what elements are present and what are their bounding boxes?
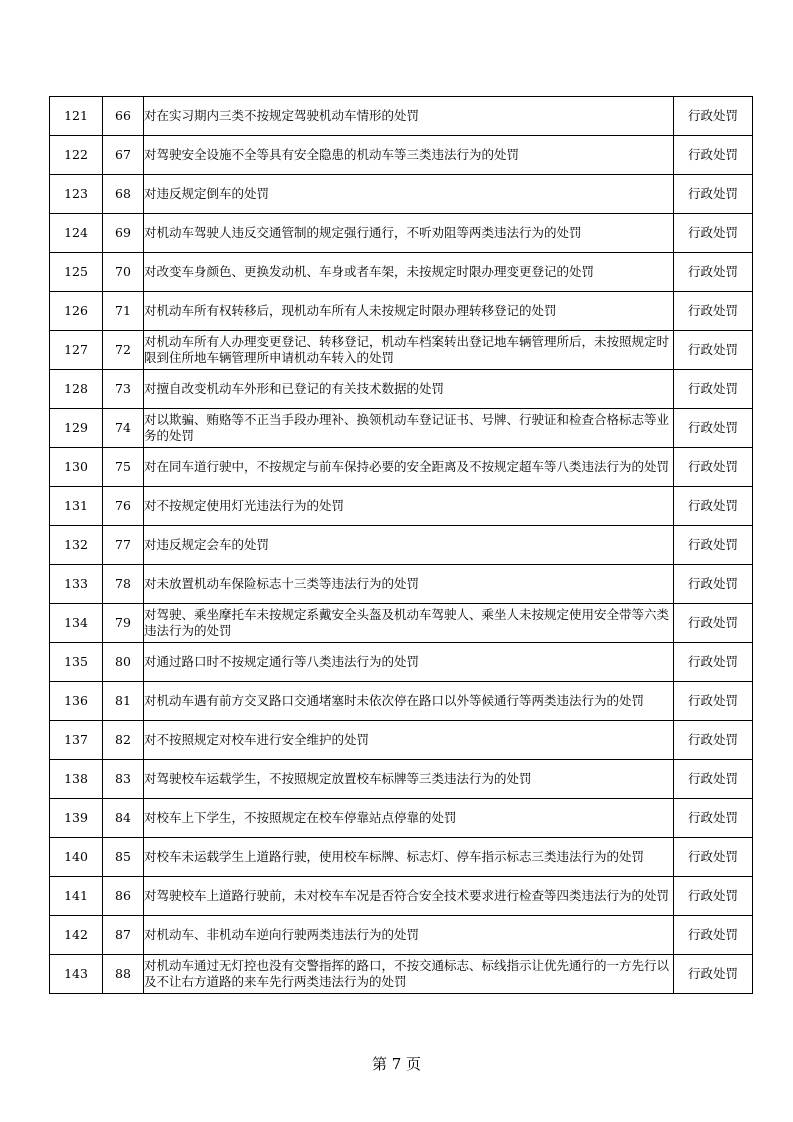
item-type-cell: 行政处罚	[674, 331, 753, 370]
item-name-cell: 对驾驶安全设施不全等具有安全隐患的机动车等三类违法行为的处罚	[144, 136, 674, 175]
item-name-cell: 对校车上下学生，不按照规定在校车停靠站点停靠的处罚	[144, 799, 674, 838]
item-name-cell: 对驾驶、乘坐摩托车未按规定系戴安全头盔及机动车驾驶人、乘坐人未按规定使用安全带等六类违法行为的处罚	[144, 604, 674, 643]
row-index-cell: 135	[50, 643, 103, 682]
table-row	[50, 253, 753, 292]
item-name-cell: 对驾驶校车上道路行驶前，未对校车车况是否符合安全技术要求进行检查等四类违法行为的处罚	[144, 877, 674, 916]
items-table	[49, 96, 753, 994]
table-row	[50, 838, 753, 877]
table-row	[50, 565, 753, 604]
items-table-body	[50, 97, 753, 994]
row-index-cell: 137	[50, 721, 103, 760]
item-number-cell: 74	[103, 409, 144, 448]
item-number-cell: 73	[103, 370, 144, 409]
table-row	[50, 526, 753, 565]
table-row	[50, 877, 753, 916]
table-row	[50, 760, 753, 799]
table-row	[50, 604, 753, 643]
item-type-cell: 行政处罚	[674, 292, 753, 331]
item-number-cell: 86	[103, 877, 144, 916]
item-type-cell: 行政处罚	[674, 721, 753, 760]
item-name-cell: 对校车未运载学生上道路行驶，使用校车标牌、标志灯、停车指示标志三类违法行为的处罚	[144, 838, 674, 877]
table-row	[50, 175, 753, 214]
item-number-cell: 84	[103, 799, 144, 838]
item-type-cell: 行政处罚	[674, 760, 753, 799]
row-index-cell: 138	[50, 760, 103, 799]
item-name-cell: 对不按规定使用灯光违法行为的处罚	[144, 487, 674, 526]
item-type-cell: 行政处罚	[674, 409, 753, 448]
table-row	[50, 136, 753, 175]
item-type-cell: 行政处罚	[674, 916, 753, 955]
item-name-cell: 对通过路口时不按规定通行等八类违法行为的处罚	[144, 643, 674, 682]
item-number-cell: 80	[103, 643, 144, 682]
item-number-cell: 71	[103, 292, 144, 331]
item-type-cell: 行政处罚	[674, 682, 753, 721]
row-index-cell: 140	[50, 838, 103, 877]
row-index-cell: 124	[50, 214, 103, 253]
item-type-cell: 行政处罚	[674, 955, 753, 994]
item-name-cell: 对改变车身颜色、更换发动机、车身或者车架，未按规定时限办理变更登记的处罚	[144, 253, 674, 292]
row-index-cell: 130	[50, 448, 103, 487]
item-type-cell: 行政处罚	[674, 253, 753, 292]
row-index-cell: 141	[50, 877, 103, 916]
item-number-cell: 77	[103, 526, 144, 565]
item-type-cell: 行政处罚	[674, 214, 753, 253]
item-number-cell: 70	[103, 253, 144, 292]
item-number-cell: 72	[103, 331, 144, 370]
table-row	[50, 487, 753, 526]
item-type-cell: 行政处罚	[674, 448, 753, 487]
item-type-cell: 行政处罚	[674, 97, 753, 136]
item-name-cell: 对擅自改变机动车外形和已登记的有关技术数据的处罚	[144, 370, 674, 409]
row-index-cell: 143	[50, 955, 103, 994]
table-row	[50, 292, 753, 331]
page-number: 第 7 页	[371, 1055, 422, 1073]
table-row	[50, 331, 753, 370]
item-number-cell: 68	[103, 175, 144, 214]
table-row	[50, 97, 753, 136]
item-number-cell: 85	[103, 838, 144, 877]
item-name-cell: 对不按照规定对校车进行安全维护的处罚	[144, 721, 674, 760]
item-number-cell: 81	[103, 682, 144, 721]
item-name-cell: 对机动车、非机动车逆向行驶两类违法行为的处罚	[144, 916, 674, 955]
row-index-cell: 142	[50, 916, 103, 955]
item-type-cell: 行政处罚	[674, 565, 753, 604]
item-name-cell: 对违反规定会车的处罚	[144, 526, 674, 565]
table-row	[50, 682, 753, 721]
row-index-cell: 136	[50, 682, 103, 721]
item-type-cell: 行政处罚	[674, 175, 753, 214]
table-row	[50, 409, 753, 448]
item-type-cell: 行政处罚	[674, 643, 753, 682]
item-name-cell: 对违反规定倒车的处罚	[144, 175, 674, 214]
item-name-cell: 对机动车通过无灯控也没有交警指挥的路口，不按交通标志、标线指示让优先通行的一方先行以及不让右方道路的来车先行两类违法行为的处罚	[144, 955, 674, 994]
item-type-cell: 行政处罚	[674, 877, 753, 916]
item-name-cell: 对驾驶校车运载学生，不按照规定放置校车标牌等三类违法行为的处罚	[144, 760, 674, 799]
item-name-cell: 对未放置机动车保险标志十三类等违法行为的处罚	[144, 565, 674, 604]
item-number-cell: 69	[103, 214, 144, 253]
item-type-cell: 行政处罚	[674, 370, 753, 409]
item-type-cell: 行政处罚	[674, 526, 753, 565]
row-index-cell: 131	[50, 487, 103, 526]
item-number-cell: 76	[103, 487, 144, 526]
table-row	[50, 916, 753, 955]
item-number-cell: 83	[103, 760, 144, 799]
row-index-cell: 132	[50, 526, 103, 565]
item-number-cell: 88	[103, 955, 144, 994]
row-index-cell: 123	[50, 175, 103, 214]
row-index-cell: 126	[50, 292, 103, 331]
item-type-cell: 行政处罚	[674, 799, 753, 838]
row-index-cell: 127	[50, 331, 103, 370]
item-type-cell: 行政处罚	[674, 136, 753, 175]
table-row	[50, 721, 753, 760]
item-name-cell: 对以欺骗、贿赂等不正当手段办理补、换领机动车登记证书、号牌、行驶证和检查合格标志等业务的处罚	[144, 409, 674, 448]
table-row	[50, 214, 753, 253]
item-number-cell: 66	[103, 97, 144, 136]
table-row	[50, 799, 753, 838]
item-name-cell: 对机动车所有人办理变更登记、转移登记，机动车档案转出登记地车辆管理所后，未按照规定时限到住所地车辆管理所申请机动车转入的处罚	[144, 331, 674, 370]
item-name-cell: 对机动车所有权转移后，现机动车所有人未按规定时限办理转移登记的处罚	[144, 292, 674, 331]
item-number-cell: 82	[103, 721, 144, 760]
item-number-cell: 75	[103, 448, 144, 487]
item-type-cell: 行政处罚	[674, 604, 753, 643]
item-name-cell: 对机动车遇有前方交叉路口交通堵塞时未依次停在路口以外等候通行等两类违法行为的处罚	[144, 682, 674, 721]
row-index-cell: 133	[50, 565, 103, 604]
item-number-cell: 87	[103, 916, 144, 955]
row-index-cell: 139	[50, 799, 103, 838]
row-index-cell: 121	[50, 97, 103, 136]
item-number-cell: 78	[103, 565, 144, 604]
row-index-cell: 134	[50, 604, 103, 643]
table-row	[50, 370, 753, 409]
table-row	[50, 448, 753, 487]
item-type-cell: 行政处罚	[674, 838, 753, 877]
row-index-cell: 128	[50, 370, 103, 409]
table-row	[50, 643, 753, 682]
row-index-cell: 122	[50, 136, 103, 175]
item-number-cell: 67	[103, 136, 144, 175]
item-name-cell: 对在同车道行驶中，不按规定与前车保持必要的安全距离及不按规定超车等八类违法行为的处罚	[144, 448, 674, 487]
row-index-cell: 129	[50, 409, 103, 448]
item-number-cell: 79	[103, 604, 144, 643]
table-row	[50, 955, 753, 994]
item-type-cell: 行政处罚	[674, 487, 753, 526]
item-name-cell: 对在实习期内三类不按规定驾驶机动车情形的处罚	[144, 97, 674, 136]
row-index-cell: 125	[50, 253, 103, 292]
item-name-cell: 对机动车驾驶人违反交通管制的规定强行通行，不听劝阻等两类违法行为的处罚	[144, 214, 674, 253]
